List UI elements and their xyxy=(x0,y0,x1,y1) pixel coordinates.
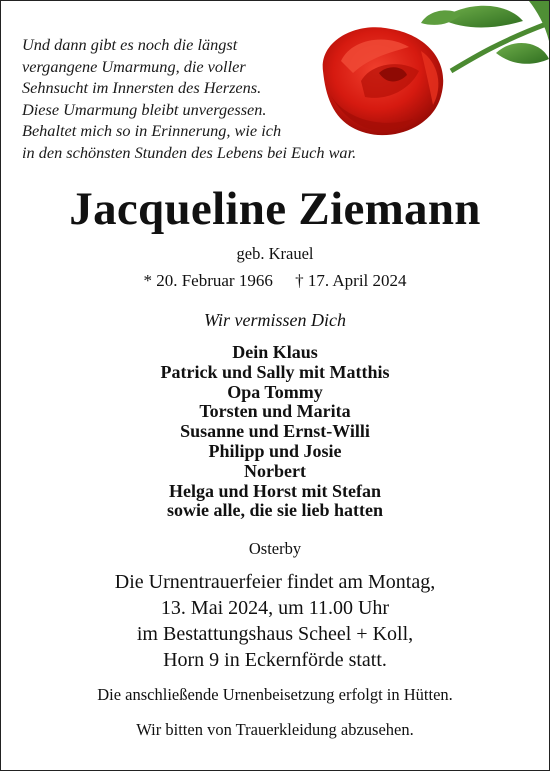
poem-line: Und dann gibt es noch die längst xyxy=(22,35,238,54)
maiden-name: geb. Krauel xyxy=(236,244,314,263)
place-name: Osterby xyxy=(248,539,302,558)
dress-code-note: Wir bitten von Trauerkleidung abzusehen. xyxy=(136,720,414,739)
poem-line: in den schönsten Stunden des Lebens bei Euch war. xyxy=(22,142,357,162)
service-line: 13. Mai 2024, um 11.00 Uhr xyxy=(160,597,390,619)
mourners-list xyxy=(1,343,549,521)
deceased-name: Jacqueline Ziemann xyxy=(69,183,481,235)
service-line: Horn 9 in Eckernförde statt. xyxy=(163,649,387,671)
death-date: † 17. April 2024 xyxy=(295,271,407,290)
poem-line: Behaltet mich so in Erinnerung, wie ich xyxy=(22,121,282,141)
mourner-line: Torsten und Marita xyxy=(199,401,351,422)
mourner-line: sowie alle, die sie lieb hatten xyxy=(167,500,383,521)
mourner-line: Opa Tommy xyxy=(227,381,323,402)
mourner-line: Helga und Horst mit Stefan xyxy=(168,480,381,501)
poem-line: Diese Umarmung bleibt unvergessen. xyxy=(22,99,267,119)
poem-line: vergangene Umarmung, die voller xyxy=(22,56,246,76)
service-announcement xyxy=(1,569,549,673)
birth-date: * 20. Februar 1966 xyxy=(143,271,273,290)
mourner-line: Philipp und Josie xyxy=(208,440,342,461)
poem-line: Sehnsucht im Innersten des Herzens. xyxy=(22,78,262,98)
service-line: Die Urnentrauerfeier findet am Montag, xyxy=(114,571,436,593)
mourner-line: Norbert xyxy=(244,460,306,481)
service-line: im Bestattungshaus Scheel + Koll, xyxy=(136,623,414,645)
memorial-message: Wir vermissen Dich xyxy=(204,310,346,330)
memorial-poem xyxy=(22,34,462,164)
mourner-line: Dein Klaus xyxy=(232,342,318,362)
mourner-line: Susanne und Ernst-Willi xyxy=(180,421,370,442)
mourner-line: Patrick und Sally mit Matthis xyxy=(160,361,390,382)
burial-note: Die anschließende Urnenbeisetzung erfolgt in Hütten. xyxy=(97,685,453,704)
life-dates xyxy=(1,271,549,291)
